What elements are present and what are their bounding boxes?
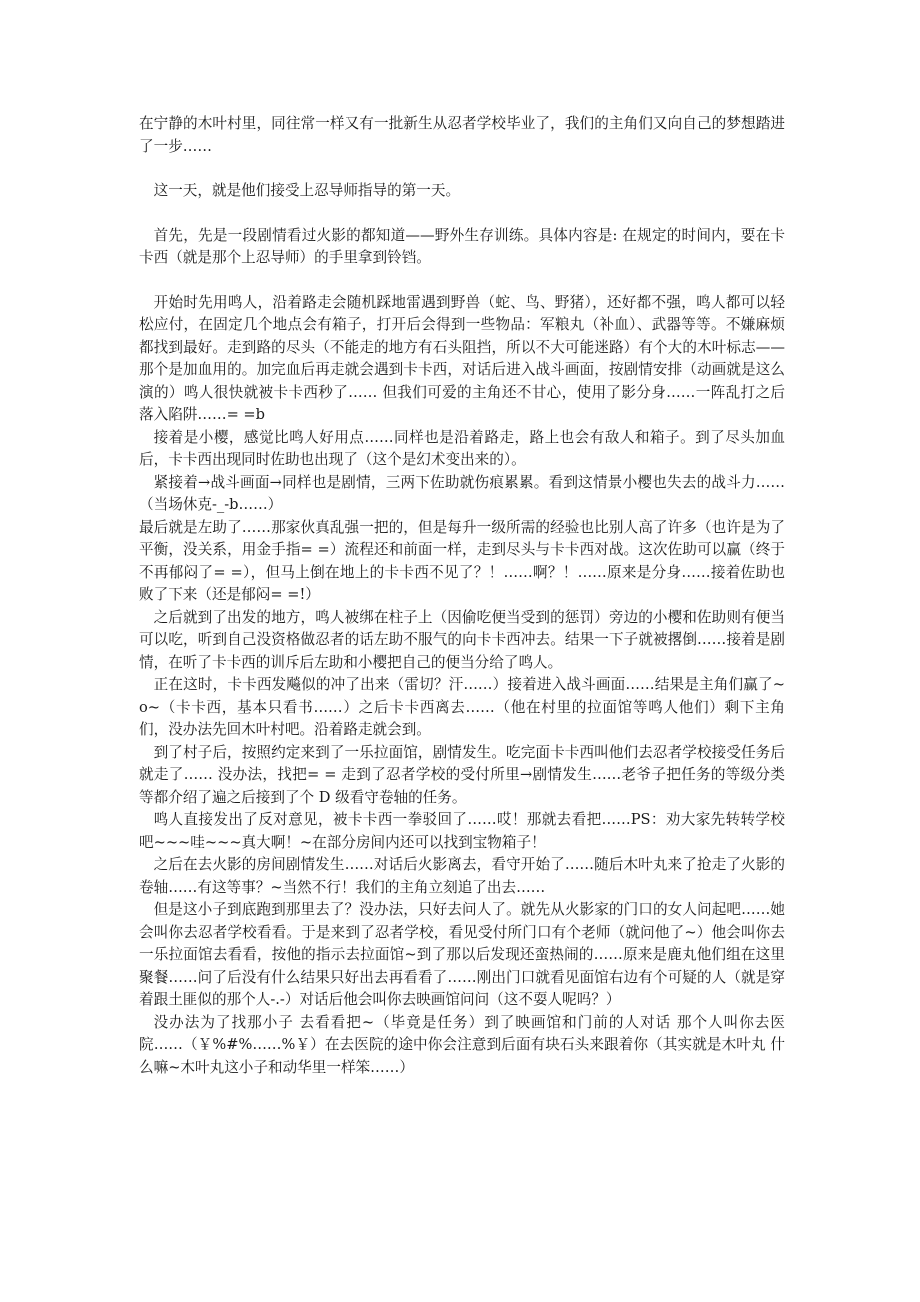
paragraph-naruto-objection: 鸣人直接发出了反对意见，被卡卡西一拳驳回了……哎！那就去看把……PS：劝大家先转转学校吧~~~哇~~~真大啊！~在部分房间内还可以找到宝物箱子！ [139, 811, 785, 851]
paragraph-ramen-shop: 到了村子后，按照约定来到了一乐拉面馆，剧情发生。吃完面卡卡西叫他们去忍者学校接受任务后就走了…… 没办法，找把= = 走到了忍者学校的受付所里→剧情发生……老爷子把任务的等级分类等都介绍了遍之后接到了个 D 级看守卷轴的任务。 [139, 743, 785, 806]
paragraph-bento-scene: 之后就到了出发的地方，鸣人被绑在柱子上（因偷吃便当受到的惩罚）旁边的小樱和佐助则有便当可以吃，听到自己没资格做忍者的话左助不服气的向卡卡西冲去。结果一下子就被撂倒……接着是剧情，在听了卡卡西的训斥后左助和小樱把自己的便当分给了鸣人。 [139, 608, 785, 671]
paragraph-intro: 在宁静的木叶村里，同往常一样又有一批新生从忍者学校毕业了，我们的主角们又向自己的梦想踏进了一步…… [139, 115, 785, 155]
paragraph-cinema-hospital: 没办法为了找那小子 去看看把~（毕竟是任务）到了映画馆和门前的人对话 那个人叫你去医院……（￥%#%……%￥）在去医院的途中你会注意到后面有块石头来跟着你（其实就是木叶丸 什么嘛~木叶丸这小子和动华里一样笨……） [139, 1013, 785, 1076]
paragraph-sakura-stage: 接着是小樱，感觉比鸣人好用点……同样也是沿着路走，路上也会有敌人和箱子。到了尽头加血后，卡卡西出现同时佐助也出现了（这个是幻术变出来的）。 [139, 428, 785, 468]
paragraph-hokage-room: 之后在去火影的房间剧情发生……对话后火影离去，看守开始了……随后木叶丸来了抢走了火影的卷轴……有这等事？~当然不行！我们的主角立刻追了出去…… [139, 856, 785, 896]
paragraph-kakashi-charge: 正在这时，卡卡西发飚似的冲了出来（雷切？汗……）接着进入战斗画面……结果是主角们赢了~o~（卡卡西，基本只看书……）之后卡卡西离去……（他在村里的拉面馆等鸣人他们）剩下主角们，没办法先回木叶村吧。沿着路走就会到。 [139, 676, 785, 738]
paragraph-search-konohamaru: 但是这小子到底跑到那里去了？没办法，只好去问人了。就先从火影家的门口的女人问起吧……她会叫你去忍者学校看看。于是来到了忍者学校，看见受付所门口有个老师（就问他了~）他会叫你去一乐拉面馆去看看，按他的指示去拉面馆~到了那以后发现还蛮热闹的……原来是鹿丸他们组在这里聚餐……问了后没有什么结果只好出去再看看了……刚出门口就看见面馆右边有个可疑的人（就是穿着跟土匪似的那个人-.-）对话后他会叫你去映画馆问问（这不耍人呢吗？） [139, 901, 785, 1008]
paragraph-naruto-stage: 开始时先用鸣人，沿着路走会随机踩地雷遇到野兽（蛇、鸟、野猪），还好都不强，鸣人都可以轻松应付，在固定几个地点会有箱子，打开后会得到一些物品：军粮丸（补血）、武器等等。不嫌麻烦都找到最好。走到路的尽头（不能走的地方有石头阻挡，所以不大可能迷路）有个大的木叶标志——那个是加血用的。加完血后再走就会遇到卡卡西，对话后进入战斗画面，按剧情安排（动画就是这么演的）鸣人很快就被卡卡西秒了…… 但我们可爱的主角还不甘心，使用了影分身……一阵乱打之后落入陷阱……= =b [139, 293, 785, 423]
paragraph-survival-training: 首先，先是一段剧情看过火影的都知道——野外生存训练。具体内容是: 在规定的时间内，要在卡卡西（就是那个上忍导师）的手里拿到铃铛。 [139, 226, 785, 266]
paragraph-sasuke-stage: 最后就是左助了……那家伙真乱强一把的，但是每升一级所需的经验也比别人高了许多（也许是为了平衡，没关系，用金手指= =）流程还和前面一样，走到尽头与卡卡西对战。这次佐助可以赢（终于不再郁闷了= =），但马上倒在地上的卡卡西不见了？！……啊？！……原来是分身……接着佐助也败了下来（还是郁闷= =!） [139, 518, 785, 603]
document-body [139, 113, 785, 1079]
paragraph-battle-scene: 紧接着→战斗画面→同样也是剧情，三两下佐助就伤痕累累。看到这情景小樱也失去的战斗力……（当场休克-_-b……） [139, 473, 785, 513]
paragraph-first-day: 这一天，就是他们接受上忍导师指导的第一天。 [153, 182, 461, 199]
